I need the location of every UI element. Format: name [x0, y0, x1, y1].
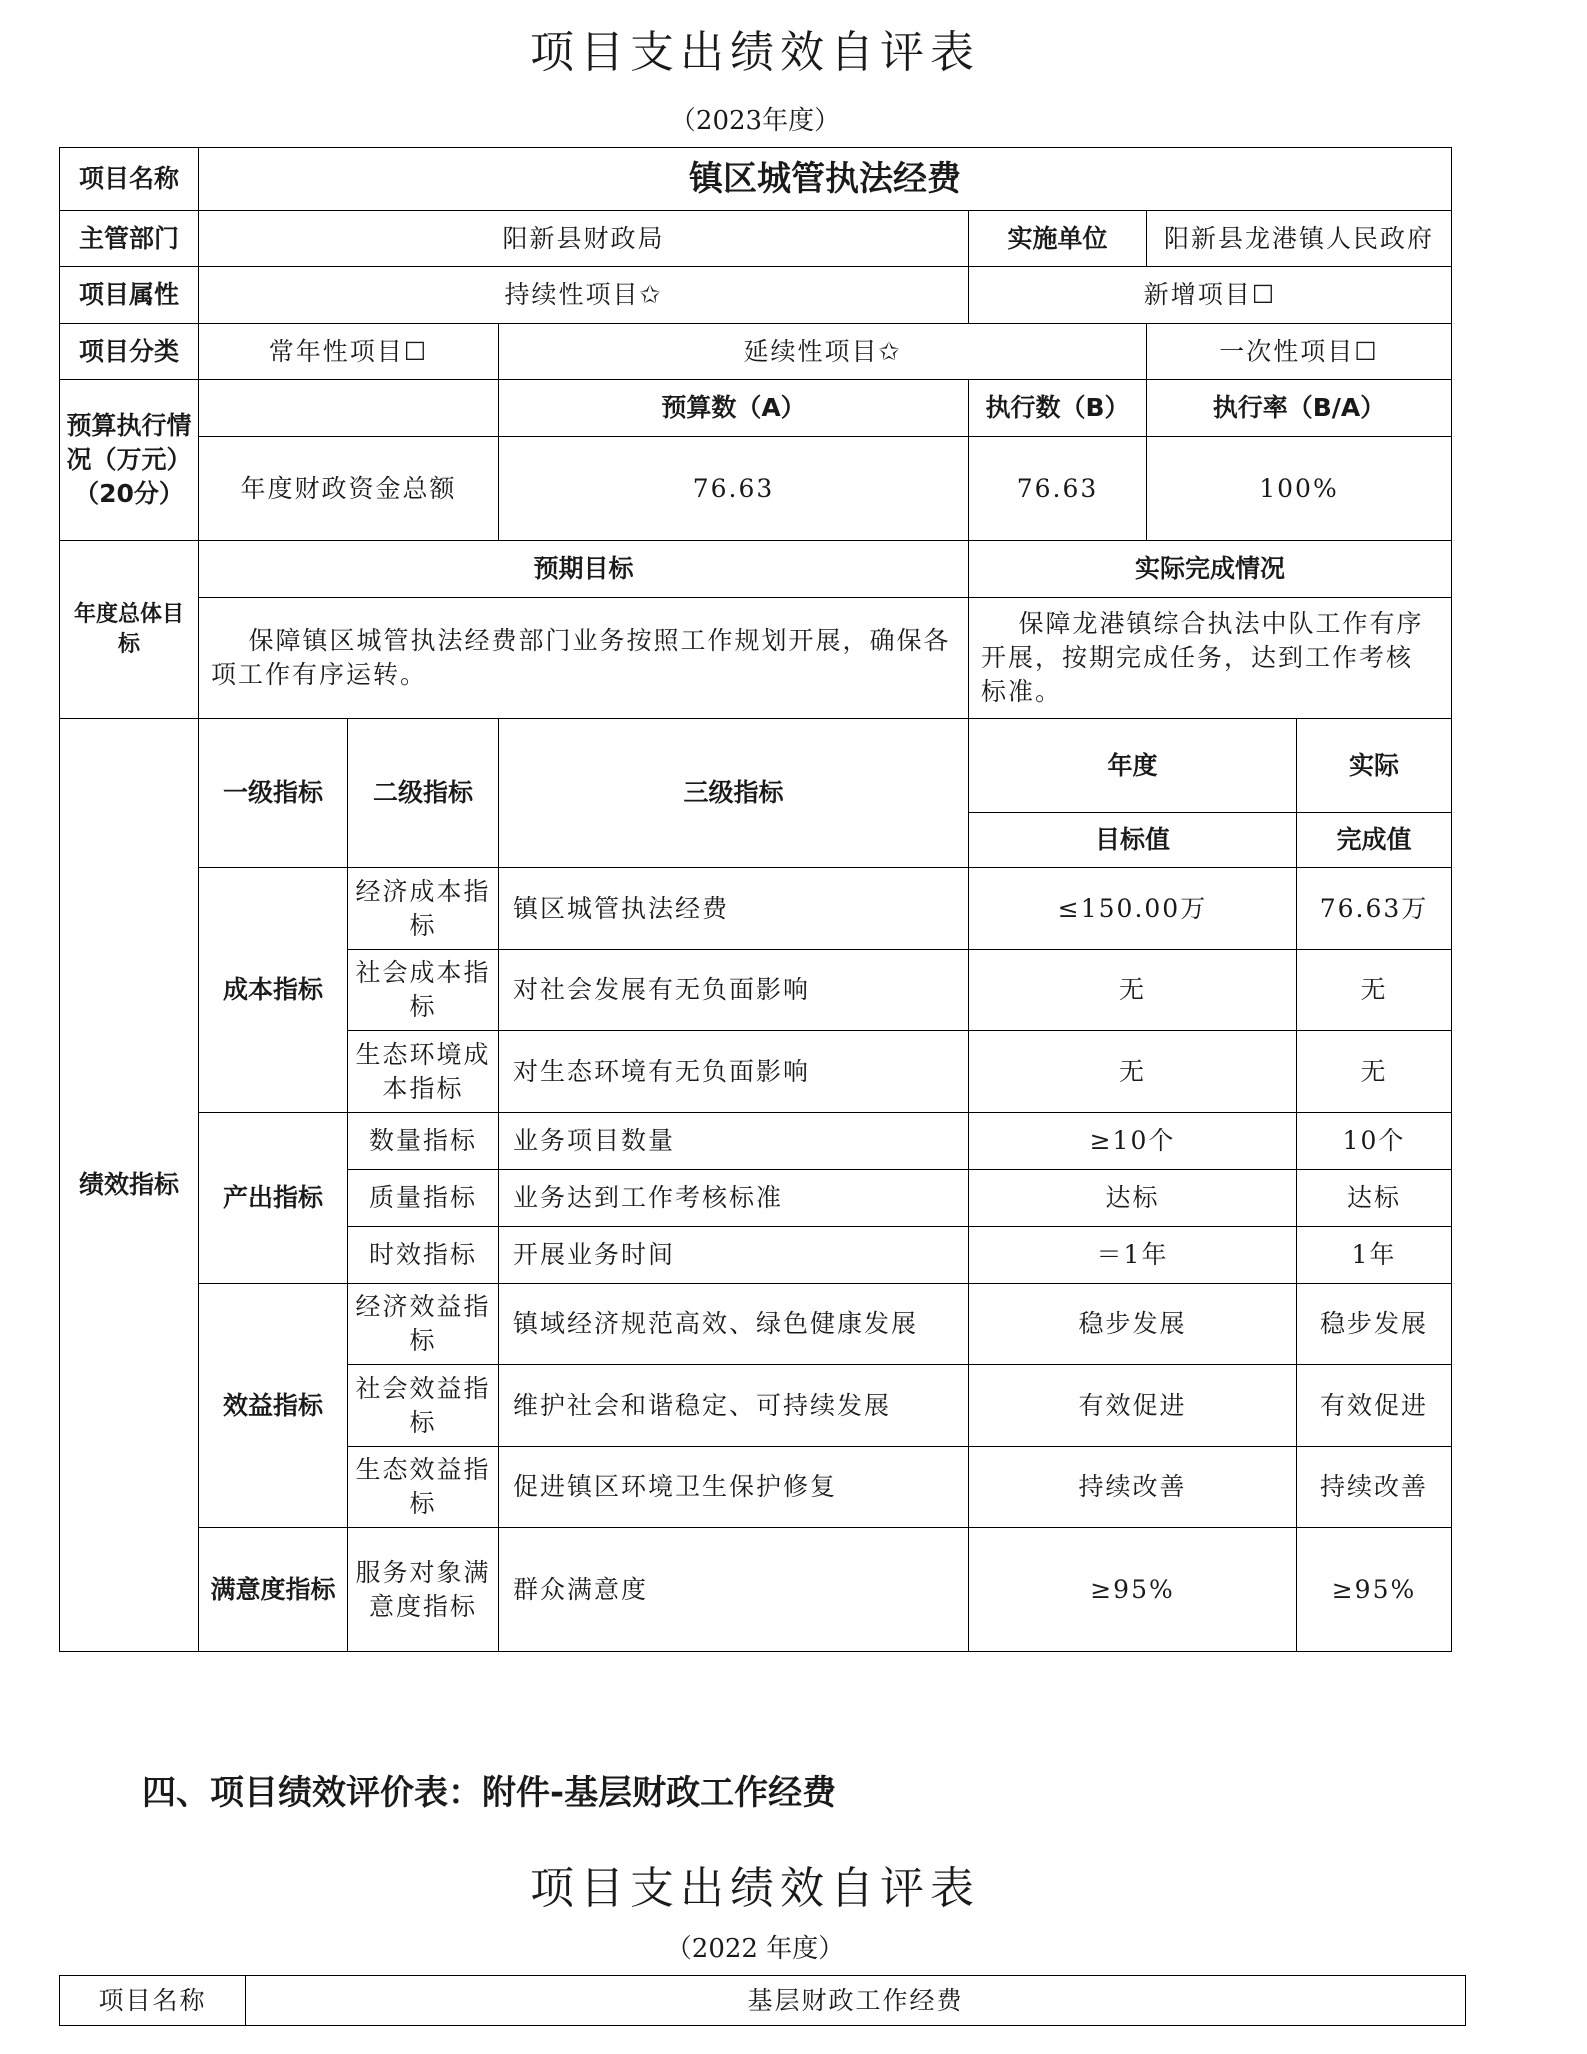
target-cell: 无: [969, 950, 1297, 1031]
t2-project-name-label: 项目名称: [60, 1976, 246, 2026]
group-cost: 成本指标: [199, 868, 348, 1113]
l2-cell: 生态效益指标: [348, 1447, 499, 1528]
actual-cell: 无: [1297, 1031, 1452, 1113]
dept-value: 阳新县财政局: [199, 211, 969, 267]
actual-cell: 1年: [1297, 1227, 1452, 1284]
actual-cell: 达标: [1297, 1170, 1452, 1227]
t2-project-name-value: 基层财政工作经费: [246, 1976, 1466, 2026]
l2-cell: 社会成本指标: [348, 950, 499, 1031]
target-cell: 有效促进: [969, 1365, 1297, 1447]
group-output: 产出指标: [199, 1113, 348, 1284]
target-cell: ≤150.00万: [969, 868, 1297, 950]
l3-cell: 业务达到工作考核标准: [499, 1170, 969, 1227]
performance-table-2023: [59, 147, 1452, 1652]
section-heading: 四、项目绩效评价表：附件-基层财政工作经费: [142, 1773, 837, 1813]
attr-continuing: 持续性项目✩: [199, 267, 969, 324]
actual-cell: 稳步发展: [1297, 1284, 1452, 1365]
header-level1: 一级指标: [199, 719, 348, 868]
l3-cell: 群众满意度: [499, 1528, 969, 1652]
group-satisfaction: 满意度指标: [199, 1528, 348, 1652]
l2-cell: 质量指标: [348, 1170, 499, 1227]
header-year: 年度: [969, 719, 1297, 813]
table1-title: 项目支出绩效自评表: [530, 27, 980, 78]
l3-cell: 开展业务时间: [499, 1227, 969, 1284]
impl-value: 阳新县龙港镇人民政府: [1147, 211, 1452, 267]
impl-label: 实施单位: [969, 211, 1147, 267]
l3-cell: 镇区城管执法经费: [499, 868, 969, 950]
header-level3: 三级指标: [499, 719, 969, 868]
project-name-value: 镇区城管执法经费: [199, 148, 1452, 211]
attr-new: 新增项目☐: [969, 267, 1452, 324]
l2-cell: 经济成本指标: [348, 868, 499, 950]
l3-cell: 促进镇区环境卫生保护修复: [499, 1447, 969, 1528]
dept-label: 主管部门: [60, 211, 199, 267]
header-level2: 二级指标: [348, 719, 499, 868]
l2-cell: 时效指标: [348, 1227, 499, 1284]
l3-cell: 业务项目数量: [499, 1113, 969, 1170]
l3-cell: 镇域经济规范高效、绿色健康发展: [499, 1284, 969, 1365]
attr-label: 项目属性: [60, 267, 199, 324]
l2-cell: 服务对象满意度指标: [348, 1528, 499, 1652]
goal-actual-text: 保障龙港镇综合执法中队工作有序开展，按期完成任务，达到工作考核标准。: [969, 598, 1452, 719]
target-cell: ≥95%: [969, 1528, 1297, 1652]
budget-col-b: 执行数（B）: [969, 380, 1147, 437]
class-extended: 延续性项目✩: [499, 324, 1147, 380]
header-actual: 实际: [1297, 719, 1452, 813]
header-done: 完成值: [1297, 813, 1452, 868]
class-regular: 常年性项目☐: [199, 324, 499, 380]
target-cell: 稳步发展: [969, 1284, 1297, 1365]
l2-cell: 生态环境成本指标: [348, 1031, 499, 1113]
class-onetime: 一次性项目☐: [1147, 324, 1452, 380]
l2-cell: 经济效益指标: [348, 1284, 499, 1365]
project-name-label: 项目名称: [60, 148, 199, 211]
budget-a: 76.63: [499, 437, 969, 541]
l2-cell: 数量指标: [348, 1113, 499, 1170]
header-target: 目标值: [969, 813, 1297, 868]
class-label: 项目分类: [60, 324, 199, 380]
goal-label: 年度总体目标: [60, 541, 199, 719]
budget-label: 预算执行情况（万元）（20分）: [60, 380, 199, 541]
actual-cell: ≥95%: [1297, 1528, 1452, 1652]
l2-cell: 社会效益指标: [348, 1365, 499, 1447]
budget-rate: 100%: [1147, 437, 1452, 541]
l3-cell: 维护社会和谐稳定、可持续发展: [499, 1365, 969, 1447]
actual-cell: 持续改善: [1297, 1447, 1452, 1528]
target-cell: 持续改善: [969, 1447, 1297, 1528]
actual-cell: 10个: [1297, 1113, 1452, 1170]
budget-header-blank: [199, 380, 499, 437]
l3-cell: 对生态环境有无负面影响: [499, 1031, 969, 1113]
table1-year: （2023年度）: [669, 106, 841, 136]
group-benefit: 效益指标: [199, 1284, 348, 1528]
actual-cell: 无: [1297, 950, 1452, 1031]
budget-col-rate: 执行率（B/A）: [1147, 380, 1452, 437]
goal-actual-header: 实际完成情况: [969, 541, 1452, 598]
budget-b: 76.63: [969, 437, 1147, 541]
actual-cell: 有效促进: [1297, 1365, 1452, 1447]
budget-col-a: 预算数（A）: [499, 380, 969, 437]
actual-cell: 76.63万: [1297, 868, 1452, 950]
budget-row-label: 年度财政资金总额: [199, 437, 499, 541]
performance-table-2022: [59, 1975, 1466, 2026]
target-cell: 达标: [969, 1170, 1297, 1227]
perf-label: 绩效指标: [60, 719, 199, 1652]
table2-year: （2022 年度）: [665, 1934, 845, 1964]
l3-cell: 对社会发展有无负面影响: [499, 950, 969, 1031]
target-cell: ≥10个: [969, 1113, 1297, 1170]
target-cell: 无: [969, 1031, 1297, 1113]
goal-expected-header: 预期目标: [199, 541, 969, 598]
goal-expected-text: 保障镇区城管执法经费部门业务按照工作规划开展，确保各项工作有序运转。: [199, 598, 969, 719]
target-cell: ＝1年: [969, 1227, 1297, 1284]
table2-title: 项目支出绩效自评表: [530, 1863, 980, 1914]
